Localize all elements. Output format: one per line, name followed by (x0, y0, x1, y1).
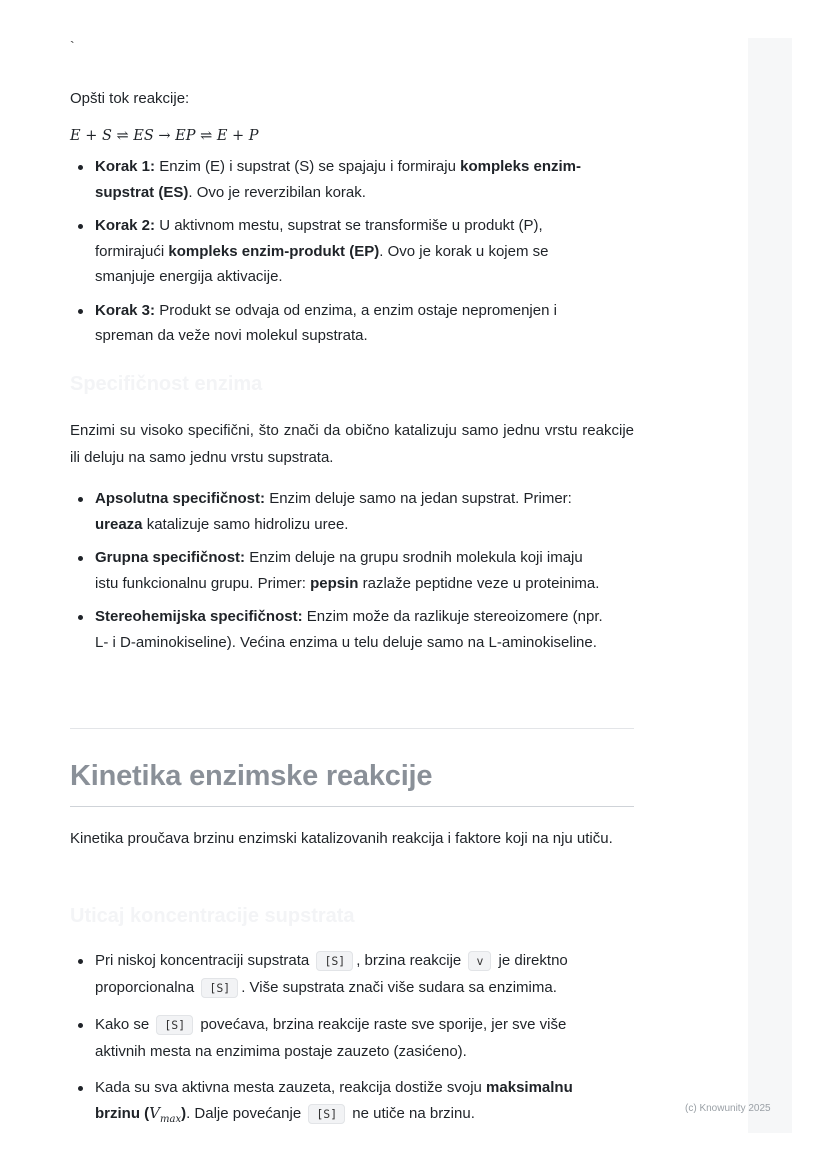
list-item: Pri niskoj koncentraciji supstrata [S] , brzina reakcije v je direktno proporcionalna [S] . Više supstrata znači više sudara sa enzimima. (70, 948, 615, 1001)
list-item: Kada su sva aktivna mesta zauzeta, reakcija dostiže svoju maksimalnu brzinu $(V_{max})$. Dalje povećanje [S] ne utiče na brzinu. (70, 1075, 615, 1132)
right-sidebar-panel (748, 38, 792, 1133)
list-item: Apsolutna specifičnost: Enzim deluje samo na jedan supstrat. Primer: ureaza katalizuje samo hidrolizu uree. (70, 486, 610, 537)
steps-list (70, 154, 610, 357)
top-mark: ` (70, 38, 75, 54)
footer-copyright: (c) Knowunity 2025 (685, 1103, 771, 1114)
specificity-heading: Specifičnost enzima (70, 373, 263, 395)
kinetics-heading: Kinetika enzimske reakcije (70, 760, 433, 792)
specificity-list (70, 486, 610, 663)
heading-underline (70, 806, 634, 807)
flow-title: Opšti tok reakcije: (70, 90, 190, 107)
list-item: Stereohemijska specifičnost: Enzim može da razlikuje stereoizomere (npr. L- i D-aminokiseline). Većina enzima u telu deluje samo na L-aminokiseline. (70, 604, 610, 655)
code-s: [S] (201, 978, 238, 998)
list-item: Korak 1: Enzim (E) i supstrat (S) se spajaju i formiraju kompleks enzim-supstrat (ES). Ovo je reverzibilan korak. (70, 154, 610, 205)
code-s: [S] (316, 951, 353, 971)
code-v: v (468, 951, 491, 971)
list-item: Korak 2: U aktivnom mestu, supstrat se transformiše u produkt (P), formirajući kompleks enzim-produkt (EP). Ovo je korak u kojem se smanjuje energija aktivacije. (70, 213, 610, 290)
code-s: [S] (308, 1104, 345, 1124)
kinetics-intro: Kinetika proučava brzinu enzimski katalizovanih reakcija i faktore koji na nju utiču. (70, 830, 613, 847)
specificity-intro: Enzimi su visoko specifični, što znači da obično katalizuju samo jednu vrstu reakcije ili deluju na samo jednu vrstu supstrata. (70, 422, 634, 466)
substrate-list (70, 948, 615, 1140)
vmax-symbol: $V_{max}$ (149, 1103, 182, 1125)
list-item: Kako se [S] povećava, brzina reakcije raste sve sporije, jer sve više aktivnih mesta na enzimima postaje zauzeto (zasićeno). (70, 1012, 615, 1064)
section-divider (70, 728, 634, 729)
list-item: Grupna specifičnost: Enzim deluje na grupu srodnih molekula koji imaju istu funkcionalnu grupu. Primer: pepsin razlaže peptidne veze u proteinima. (70, 545, 610, 596)
list-item: Korak 3: Produkt se odvaja od enzima, a enzim ostaje nepromenjen i spreman da veže novi molekul supstrata. (70, 298, 610, 349)
reaction-equation: E + S ⇌ ES → EP ⇌ E + P (70, 128, 259, 144)
substrate-heading: Uticaj koncentracije supstrata (70, 905, 355, 927)
code-s: [S] (156, 1015, 193, 1035)
